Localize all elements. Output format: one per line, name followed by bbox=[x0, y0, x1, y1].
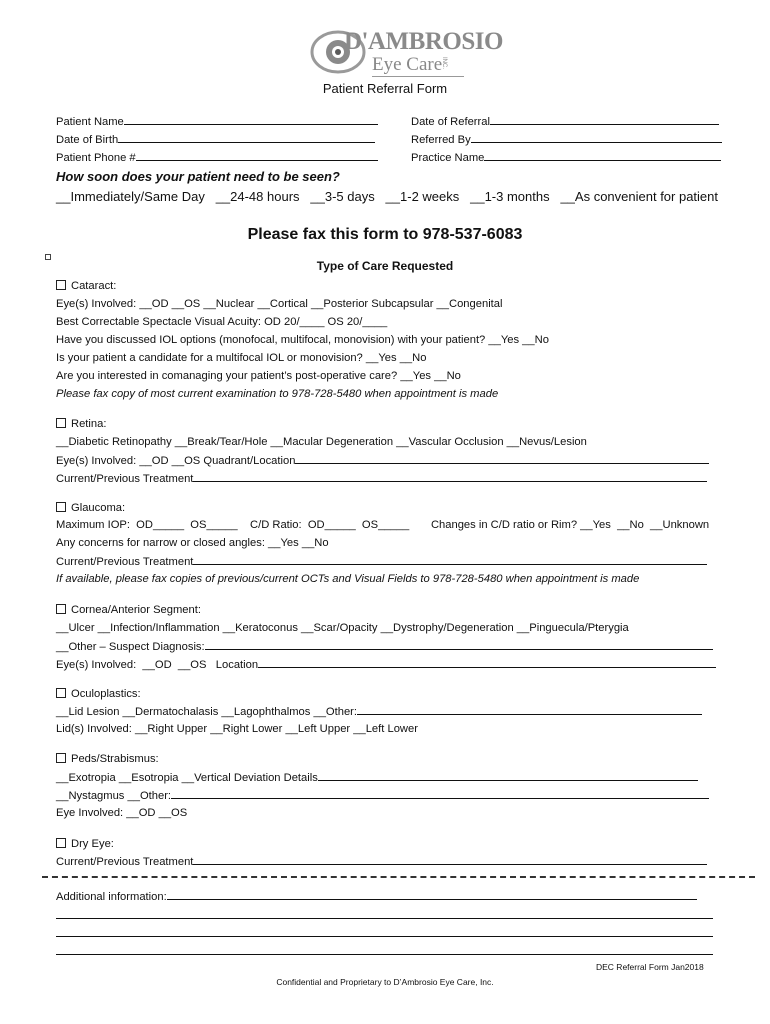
retina-label: Retina: bbox=[71, 418, 107, 430]
peds-label: Peds/Strabismus: bbox=[71, 753, 159, 765]
cornea-other-field[interactable] bbox=[56, 639, 713, 654]
urgency-option-1-3-months[interactable]: __1-3 months bbox=[470, 189, 550, 204]
peds-other-label: __Nystagmus __Other: bbox=[56, 790, 172, 802]
glaucoma-checkbox[interactable] bbox=[56, 501, 125, 515]
cataract-checkbox-icon[interactable] bbox=[56, 280, 66, 290]
referred-by-label: Referred By bbox=[411, 134, 471, 146]
additional-info-line-3[interactable] bbox=[56, 936, 713, 937]
oculoplastics-conditions-label: __Lid Lesion __Dermatochalasis __Lagophthalmos __Other: bbox=[56, 706, 358, 718]
dob-field[interactable] bbox=[56, 132, 375, 147]
urgency-option-24-48-hours[interactable]: __24-48 hours bbox=[215, 189, 300, 204]
urgency-option-immediately[interactable]: __Immediately/Same Day bbox=[56, 189, 205, 204]
dry-eye-treatment-label: Current/Previous Treatment bbox=[56, 856, 194, 868]
cataract-visual-acuity: Best Correctable Spectacle Visual Acuity: OD 20/____ OS 20/____ bbox=[56, 316, 388, 328]
cataract-label: Cataract: bbox=[71, 280, 117, 292]
dry-eye-treatment-field[interactable] bbox=[56, 854, 707, 869]
retina-eyes-label: Eye(s) Involved: __OD __OS Quadrant/Location bbox=[56, 455, 296, 467]
peds-other-field[interactable] bbox=[56, 788, 709, 803]
logo-subtitle: Eye Care bbox=[372, 54, 443, 75]
retina-checkbox-icon[interactable] bbox=[56, 418, 66, 428]
patient-name-field[interactable] bbox=[56, 114, 378, 129]
retina-conditions: __Diabetic Retinopathy __Break/Tear/Hole __Macular Degeneration __Vascular Occlusion __Nevus/Lesion bbox=[56, 436, 587, 448]
peds-conditions-field[interactable] bbox=[56, 770, 698, 785]
form-code: DEC Referral Form Jan2018 bbox=[596, 962, 704, 972]
glaucoma-angles: Any concerns for narrow or closed angles: __Yes __No bbox=[56, 537, 329, 549]
cornea-checkbox[interactable] bbox=[56, 603, 201, 617]
dashed-separator bbox=[42, 876, 755, 878]
additional-info-line-4[interactable] bbox=[56, 954, 713, 955]
logo-inc: INC. bbox=[441, 57, 447, 69]
cornea-checkbox-icon[interactable] bbox=[56, 604, 66, 614]
practice-name-label: Practice Name bbox=[411, 152, 485, 164]
company-logo bbox=[304, 24, 503, 80]
care-title: Type of Care Requested bbox=[316, 259, 454, 273]
peds-checkbox[interactable] bbox=[56, 752, 159, 766]
additional-info-label: Additional information: bbox=[56, 891, 167, 903]
oculoplastics-label: Oculoplastics: bbox=[71, 688, 141, 700]
cornea-other-label: __Other – Suspect Diagnosis: bbox=[56, 641, 205, 653]
oculoplastics-conditions-field[interactable] bbox=[56, 704, 702, 719]
urgency-option-1-2-weeks[interactable]: __1-2 weeks bbox=[385, 189, 460, 204]
urgency-option-3-5-days[interactable]: __3-5 days bbox=[310, 189, 375, 204]
referred-by-field[interactable] bbox=[411, 132, 722, 147]
date-of-referral-label: Date of Referral bbox=[411, 116, 490, 128]
fax-banner: Please fax this form to 978-537-6083 bbox=[247, 226, 523, 243]
form-title: Patient Referral Form bbox=[322, 81, 448, 96]
cataract-multifocal-candidate: Is your patient a candidate for a multifocal IOL or monovision? __Yes __No bbox=[56, 352, 427, 364]
cornea-eyes-field[interactable] bbox=[56, 657, 716, 672]
logo-name: D'AMBROSIO bbox=[344, 28, 503, 55]
dry-eye-checkbox-icon[interactable] bbox=[56, 838, 66, 848]
urgency-options bbox=[56, 189, 718, 204]
urgency-option-as-convenient[interactable]: __As convenient for patient bbox=[560, 189, 719, 204]
dob-label: Date of Birth bbox=[56, 134, 119, 146]
peds-conditions-label: __Exotropia __Esotropia __Vertical Deviation Details bbox=[56, 772, 318, 784]
oculoplastics-checkbox[interactable] bbox=[56, 687, 141, 701]
oculoplastics-checkbox-icon[interactable] bbox=[56, 688, 66, 698]
cataract-iol-options: Have you discussed IOL options (monofocal, multifocal, monovision) with your patient? __Yes __No bbox=[56, 334, 549, 346]
date-of-referral-field[interactable] bbox=[411, 114, 719, 129]
oculoplastics-lids: Lid(s) Involved: __Right Upper __Right Lower __Left Upper __Left Lower bbox=[56, 723, 418, 735]
cataract-fax-note: Please fax copy of most current examination to 978-728-5480 when appointment is made bbox=[56, 388, 499, 400]
glaucoma-iop-cd: Maximum IOP: OD_____ OS_____ C/D Ratio: OD_____ OS_____ Changes in C/D ratio or Rim? __Yes __No __Unknown bbox=[56, 519, 710, 531]
additional-info-line-2[interactable] bbox=[56, 918, 713, 919]
glaucoma-fax-note: If available, please fax copies of previous/current OCTs and Visual Fields to 978-728-5480 when appointment is made bbox=[56, 573, 640, 585]
peds-checkbox-icon[interactable] bbox=[56, 753, 66, 763]
cornea-conditions: __Ulcer __Infection/Inflammation __Keratoconus __Scar/Opacity __Dystrophy/Degeneration __Pinguecula/Pterygia bbox=[56, 622, 629, 634]
glaucoma-label: Glaucoma: bbox=[71, 502, 126, 514]
cornea-label: Cornea/Anterior Segment: bbox=[71, 604, 201, 616]
dry-eye-checkbox[interactable] bbox=[56, 837, 114, 851]
patient-name-label: Patient Name bbox=[56, 116, 124, 128]
logo-underline bbox=[372, 76, 464, 77]
patient-phone-label: Patient Phone # bbox=[56, 152, 136, 164]
cataract-eyes-involved: Eye(s) Involved: __OD __OS __Nuclear __Cortical __Posterior Subcapsular __Congenital bbox=[56, 298, 503, 310]
retina-treatment-label: Current/Previous Treatment bbox=[56, 473, 194, 485]
glaucoma-treatment-field[interactable] bbox=[56, 554, 707, 569]
urgency-question: How soon does your patient need to be seen? bbox=[56, 169, 340, 184]
retina-treatment-field[interactable] bbox=[56, 471, 707, 486]
glaucoma-checkbox-icon[interactable] bbox=[56, 502, 66, 512]
footer-confidential: Confidential and Proprietary to D’Ambrosio Eye Care, Inc. bbox=[276, 977, 494, 987]
practice-name-field[interactable] bbox=[411, 150, 721, 165]
glaucoma-treatment-label: Current/Previous Treatment bbox=[56, 556, 194, 568]
cornea-eyes-label: Eye(s) Involved: __OD __OS Location bbox=[56, 659, 259, 671]
patient-phone-field[interactable] bbox=[56, 150, 378, 165]
retina-eyes-field[interactable] bbox=[56, 453, 709, 468]
peds-eye-involved: Eye Involved: __OD __OS bbox=[56, 807, 188, 819]
cataract-checkbox[interactable] bbox=[56, 279, 116, 293]
dry-eye-label: Dry Eye: bbox=[71, 838, 114, 850]
retina-checkbox[interactable] bbox=[56, 417, 106, 431]
cataract-comanage: Are you interested in comanaging your patient’s post-operative care? __Yes __No bbox=[56, 370, 461, 382]
additional-info-field[interactable] bbox=[56, 889, 697, 904]
